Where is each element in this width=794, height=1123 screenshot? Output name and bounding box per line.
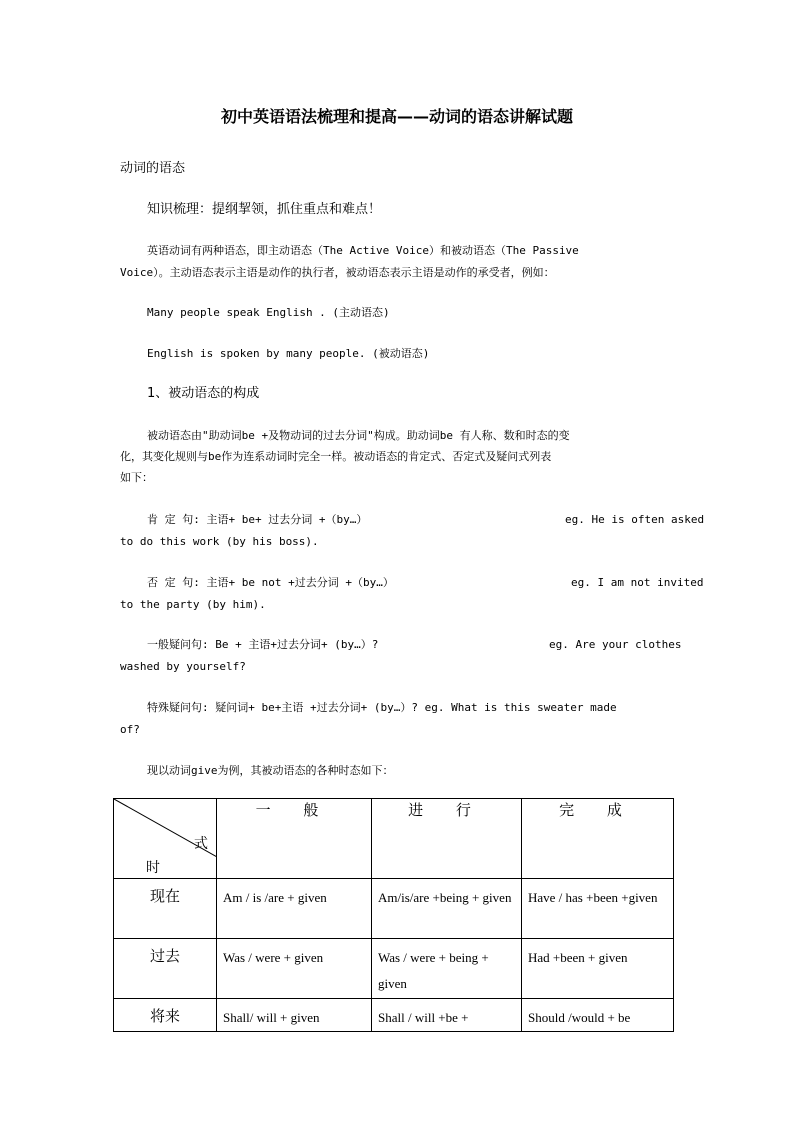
table-corner-cell: [114, 799, 217, 879]
paragraph-1-line-1: 英语动词有两种语态，即主动语态（The Active Voice）和被动语态（The Passive: [147, 244, 579, 257]
cell-past-perfect: Had +been + given: [522, 939, 674, 999]
paragraph-1-line-2: Voice）。主动语态表示主语是动作的执行者，被动语态表示主语是动作的承受者，例如：: [120, 266, 555, 279]
form-affirmative-example: eg. He is often asked: [565, 513, 705, 526]
cell-past-simple: Was / were + given: [217, 939, 372, 999]
heading-passive-construction: 1、被动语态的构成: [147, 386, 260, 401]
example-active: Many people speak English . (主动语态): [147, 306, 390, 319]
cell-present-simple: Am / is /are + given: [217, 879, 372, 939]
cell-past-progressive: Was / were + being + given: [372, 939, 522, 999]
header-perfect: 完 成: [522, 799, 674, 879]
form-general-question-example: eg. Are your clothes: [549, 638, 682, 651]
form-negative-continuation: to the party (by him).: [120, 598, 266, 611]
paragraph-2-line-2: 化，其变化规则与be作为连系动词时完全一样。被动语态的肯定式、否定式及疑问式列表: [120, 450, 552, 463]
form-general-question-continuation: washed by yourself?: [120, 660, 246, 673]
paragraph-2-line-3: 如下：: [120, 471, 153, 484]
form-special-question-continuation: of?: [120, 723, 140, 736]
table-row: [114, 879, 674, 939]
form-special-question: 特殊疑问句: 疑问词+ be+主语 +过去分词+ (by…）? eg. What is this sweater made: [147, 701, 617, 714]
intro-text: 知识梳理：提纲挈领，抓住重点和难点！: [147, 202, 382, 217]
cell-present-progressive: Am/is/are +being + given: [372, 879, 522, 939]
table-row: [114, 939, 674, 999]
form-general-question: 一般疑问句: Be + 主语+过去分词+ (by…）?: [147, 638, 379, 651]
table-row: [114, 999, 674, 1032]
corner-label-form: 式: [194, 836, 208, 852]
section-heading: 动词的语态: [120, 161, 186, 176]
row-label-past: 过去: [114, 939, 217, 999]
table-intro: 现以动词give为例，其被动语态的各种时态如下：: [147, 764, 394, 777]
row-label-present: 现在: [114, 879, 217, 939]
cell-future-simple: Shall/ will + given: [217, 999, 372, 1032]
corner-label-tense: 时: [146, 860, 160, 876]
header-simple: 一 般: [217, 799, 372, 879]
paragraph-2-line-1: 被动语态由"助动词be +及物动词的过去分词"构成。助动词be 有人称、数和时态的变: [147, 429, 570, 442]
cell-future-perfect: Should /would + be: [522, 999, 674, 1032]
passive-tense-table: [113, 798, 674, 1032]
row-label-future: 将来: [114, 999, 217, 1032]
example-passive: English is spoken by many people. (被动语态): [147, 347, 430, 360]
cell-future-progressive: Shall / will +be +: [372, 999, 522, 1032]
form-negative: 否 定 句: 主语+ be not +过去分词 +（by…）: [147, 576, 394, 589]
header-progressive: 进 行: [372, 799, 522, 879]
form-negative-example: eg. I am not invited: [571, 576, 704, 589]
form-affirmative: 肯 定 句: 主语+ be+ 过去分词 +（by…）: [147, 513, 368, 526]
cell-present-perfect: Have / has +been +given: [522, 879, 674, 939]
form-affirmative-continuation: to do this work (by his boss).: [120, 535, 319, 548]
page-title: 初中英语语法梳理和提高——动词的语态讲解试题: [220, 107, 573, 126]
